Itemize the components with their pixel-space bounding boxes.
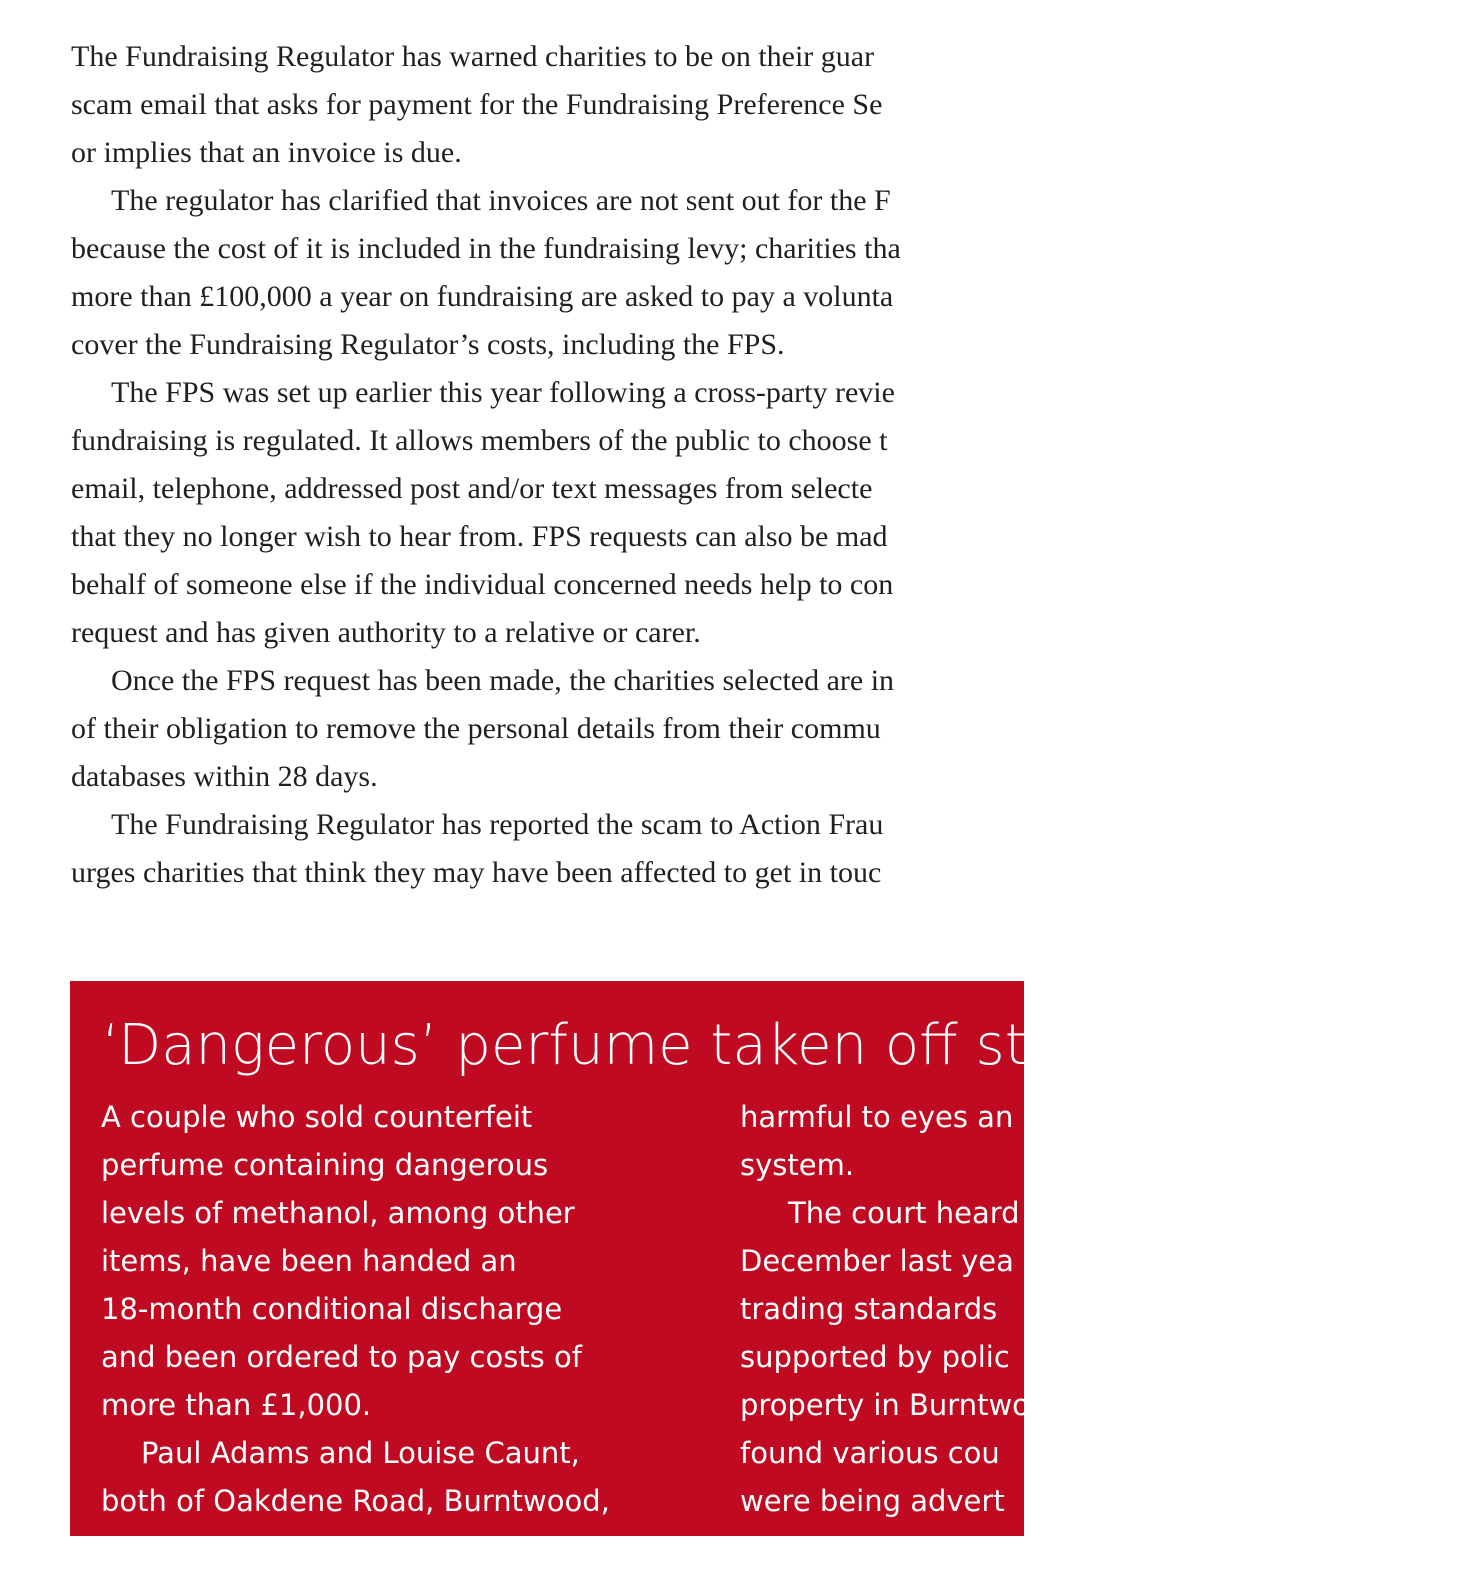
boxout-column-left	[101, 1093, 610, 1573]
text-line: 18-month conditional discharge	[101, 1292, 563, 1326]
text-line: databases within 28 days.	[71, 760, 378, 793]
text-line: urges charities that think they may have been affected to get in touc	[71, 856, 882, 889]
text-line: because the cost of it is included in the fundraising levy; charities tha	[71, 232, 901, 265]
text-line: property in Burntwo	[740, 1388, 1030, 1422]
text-line: levels of methanol, among other	[101, 1196, 575, 1230]
text-line: were being advert	[740, 1484, 1005, 1518]
text-line: and been ordered to pay costs of	[101, 1340, 582, 1374]
text-line: trading standards	[740, 1292, 998, 1326]
text-line: both of Oakdene Road, Burntwood,	[101, 1484, 610, 1518]
text-line: Paul Adams and Louise Caunt,	[141, 1436, 580, 1470]
text-line: scam email that asks for payment for the Fundraising Preference Se	[71, 88, 883, 121]
text-line: supported by polic	[740, 1340, 1010, 1374]
text-line: The court heard	[788, 1196, 1020, 1230]
text-line: more than £1,000.	[101, 1388, 372, 1422]
text-line: The FPS was set up earlier this year following a cross-party revie	[111, 376, 895, 409]
paragraph-2	[71, 177, 1471, 369]
text-line: system.	[740, 1148, 855, 1182]
text-line: perfume containing dangerous	[101, 1148, 549, 1182]
text-line: found various cou	[740, 1436, 1000, 1470]
paragraph-3	[71, 369, 1471, 657]
text-line: email, telephone, addressed post and/or text messages from selecte	[71, 472, 873, 505]
text-line: harmful to eyes an	[740, 1100, 1014, 1134]
text-line: more than £100,000 a year on fundraising are asked to pay a volunta	[71, 280, 894, 313]
text-line: admitted 10 trade mark offences	[101, 1532, 582, 1566]
paragraph-5	[71, 801, 1471, 897]
text-line: Once the FPS request has been made, the charities selected are in	[111, 664, 895, 697]
text-line: that they no longer wish to hear from. FPS requests can also be mad	[71, 520, 888, 553]
text-line: The regulator has clarified that invoices are not sent out for the F	[111, 184, 891, 217]
text-line: or implies that an invoice is due.	[71, 136, 462, 169]
article-body	[71, 33, 1471, 897]
paragraph-4	[71, 657, 1471, 801]
text-line: The Fundraising Regulator has reported the scam to Action Frau	[111, 808, 884, 841]
text-line: of their obligation to remove the personal details from their commu	[71, 712, 881, 745]
text-line: request and has given authority to a relative or carer.	[71, 616, 701, 649]
paragraph-1	[71, 33, 1471, 177]
text-line: fundraising is regulated. It allows members of the public to choose t	[71, 424, 888, 457]
text-line: The Fundraising Regulator has warned charities to be on their guar	[71, 40, 875, 73]
text-line: sale. The goods inc	[740, 1532, 1020, 1566]
text-line: December last yea	[740, 1244, 1014, 1278]
boxout-column-right	[740, 1093, 1030, 1573]
boxout-headline: ‘Dangerous’ perfume taken off stre	[102, 1013, 1083, 1078]
text-line: items, have been handed an	[101, 1244, 517, 1278]
news-boxout	[70, 981, 1083, 1566]
text-line: A couple who sold counterfeit	[101, 1100, 533, 1134]
text-line: cover the Fundraising Regulator’s costs, including the FPS.	[71, 328, 785, 361]
text-line: behalf of someone else if the individual concerned needs help to con	[71, 568, 894, 601]
